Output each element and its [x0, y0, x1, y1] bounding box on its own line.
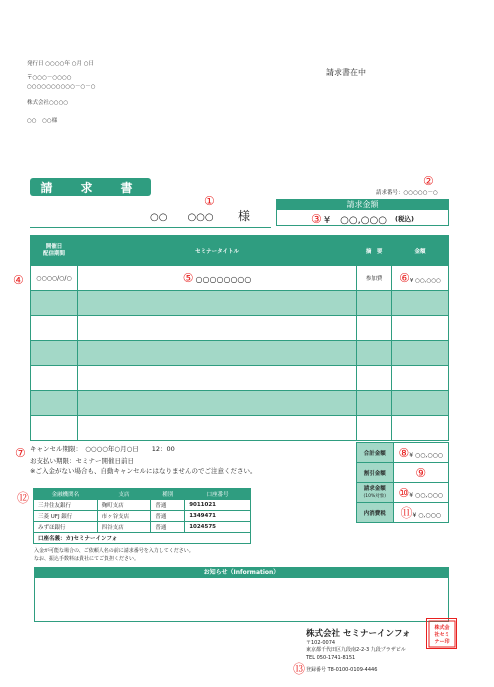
- bank-branch: 麹町支店: [97, 500, 151, 511]
- bank-row: [34, 500, 251, 511]
- header-note: 摘 要: [357, 236, 392, 266]
- row-date: ○○○○/○/○: [31, 266, 78, 291]
- table-row: [31, 316, 449, 341]
- bank-note-1: 入金が可能な場合の、ご依頼人名の前に請求番号を入力してください。: [34, 548, 194, 554]
- summary-row-billed: [357, 483, 449, 503]
- marker-1: ①: [204, 194, 215, 208]
- bank-account-name: 口座名義：カ)セミナーインフォ: [34, 533, 251, 544]
- billing-amount-value: ¥ ○○,○○○: [323, 215, 387, 226]
- recipient-underline: [30, 227, 271, 228]
- bank-header-branch: 支店: [97, 489, 151, 500]
- recipient-honorific: 様: [238, 209, 251, 223]
- summary-row-tax: [357, 503, 449, 523]
- row-note: 参加費: [357, 266, 392, 291]
- footer-registration: 登録番号 T8-0100-0109-4446: [306, 667, 378, 673]
- bank-account: 1024575: [185, 522, 251, 533]
- marker-7: ⑦: [15, 446, 26, 460]
- marker-11: ⑪: [400, 505, 413, 520]
- recipient-company: 株式会社○○○○: [27, 100, 69, 106]
- marker-12: ⑫: [17, 491, 30, 505]
- issue-date: 発行日 ○○○○年 ○月 ○日: [27, 61, 95, 67]
- table-row: [31, 291, 449, 316]
- row-amount: ⑥¥ ○○,○○○: [392, 266, 449, 291]
- footer-fax: FAX 03-3239-2264: [306, 662, 353, 668]
- billed-label: 請求金額 (10%対象): [357, 483, 394, 503]
- marker-8: ⑧: [398, 445, 410, 460]
- notice-box: [34, 567, 449, 622]
- notice-title: お知らせ（Information）: [35, 568, 448, 578]
- table-row: [31, 366, 449, 391]
- table-row: [31, 416, 449, 441]
- cancel-deadline: キャンセル期限： ○○○○年○月○日 12：00: [30, 445, 175, 453]
- bank-account: 1349471: [185, 511, 251, 522]
- recipient-name: ○○ ○○○: [150, 212, 214, 223]
- bank-header-name: 金融機関名: [34, 489, 98, 500]
- bank-type: 普通: [151, 511, 185, 522]
- header-title: セミナータイトル: [77, 236, 356, 266]
- seal-graphic: [428, 620, 456, 648]
- bank-header-type: 種別: [151, 489, 185, 500]
- bank-name: みずほ銀行: [34, 522, 98, 533]
- envelope-note: 請求書在中: [326, 68, 366, 77]
- billing-amount-box: [276, 199, 449, 226]
- marker-4: ④: [13, 273, 24, 287]
- tax-cell: ⑪¥ ○,○○○: [393, 503, 448, 523]
- svg-text:ナー印: ナー印: [433, 638, 450, 645]
- table-row: [31, 391, 449, 416]
- table-row: [31, 341, 449, 366]
- bank-name: 三菱 UFJ 銀行: [34, 511, 98, 522]
- svg-text:社セミ: 社セミ: [433, 631, 450, 638]
- svg-text:株式会: 株式会: [433, 624, 450, 631]
- total-cell: ⑧¥ ○○,○○○: [393, 443, 448, 463]
- footer-address: 東京都千代田区九段南2-2-3 九段プラザビル: [306, 647, 406, 653]
- marker-2: ②: [423, 174, 434, 188]
- bank-name: 三井住友銀行: [34, 500, 98, 511]
- bank-type: 普通: [151, 522, 185, 533]
- bank-header-account: 口座番号: [185, 489, 251, 500]
- recipient-postal: 〒○○○－○○○○: [27, 75, 72, 81]
- discount-label: 割引金額: [357, 463, 394, 483]
- recipient-address: ○○○○○○○○○○－○－○: [27, 84, 96, 90]
- bank-account-name-row: [34, 533, 251, 544]
- marker-13: ⑬: [293, 662, 306, 676]
- bank-row: [34, 522, 251, 533]
- marker-6: ⑥: [399, 271, 410, 285]
- bank-account: 9011021: [185, 500, 251, 511]
- summary-table: [356, 442, 449, 523]
- footer-tel: TEL 050-1741-8151: [306, 655, 356, 661]
- footer-company: 株式会社 セミナーインフォ: [306, 629, 411, 639]
- company-seal-icon: [426, 618, 457, 649]
- tax-note: (税込): [394, 215, 414, 223]
- billed-cell: ⑩¥ ○○,○○○: [393, 483, 448, 503]
- bank-note-2: なお、振込手数料は貴社にてご負担ください。: [34, 556, 140, 562]
- discount-cell: [393, 463, 448, 483]
- table-row: [31, 266, 449, 291]
- row-title: ⑤ ○○○○○○○○: [77, 266, 356, 291]
- total-label: 合計金額: [357, 443, 394, 463]
- header-amount: 金額: [392, 236, 449, 266]
- bank-type: 普通: [151, 500, 185, 511]
- bank-branch: 市ヶ谷支店: [97, 511, 151, 522]
- bank-branch: 四谷支店: [97, 522, 151, 533]
- invoice-number: 請求番号：○○○○○－○: [376, 190, 438, 196]
- marker-9: ⑨: [415, 465, 427, 480]
- marker-3: ③: [311, 211, 322, 226]
- tax-label: 内消費税: [357, 503, 394, 523]
- seminar-table: [30, 235, 449, 441]
- marker-5: ⑤: [182, 271, 194, 285]
- bank-row: [34, 511, 251, 522]
- header-date: 開催日 配信期間: [31, 236, 78, 266]
- marker-10: ⑩: [398, 485, 410, 500]
- bank-table: [33, 488, 251, 544]
- cancel-warning: ※ご入金がない場合も、自動キャンセルにはなりませんのでご注意ください。: [30, 467, 257, 475]
- billing-amount-label: 請求金額: [277, 200, 448, 210]
- bank-header-row: [34, 489, 251, 500]
- invoice-title: 請 求 書: [30, 178, 151, 196]
- table-header-row: [31, 236, 449, 266]
- summary-row-discount: [357, 463, 449, 483]
- summary-row-total: [357, 443, 449, 463]
- footer-postal: 〒102-0074: [306, 640, 336, 646]
- billing-amount-row: [277, 210, 448, 227]
- payment-deadline: お支払い期限：セミナー開催日前日: [30, 457, 134, 465]
- recipient-person: ○○ ○○様: [27, 118, 58, 124]
